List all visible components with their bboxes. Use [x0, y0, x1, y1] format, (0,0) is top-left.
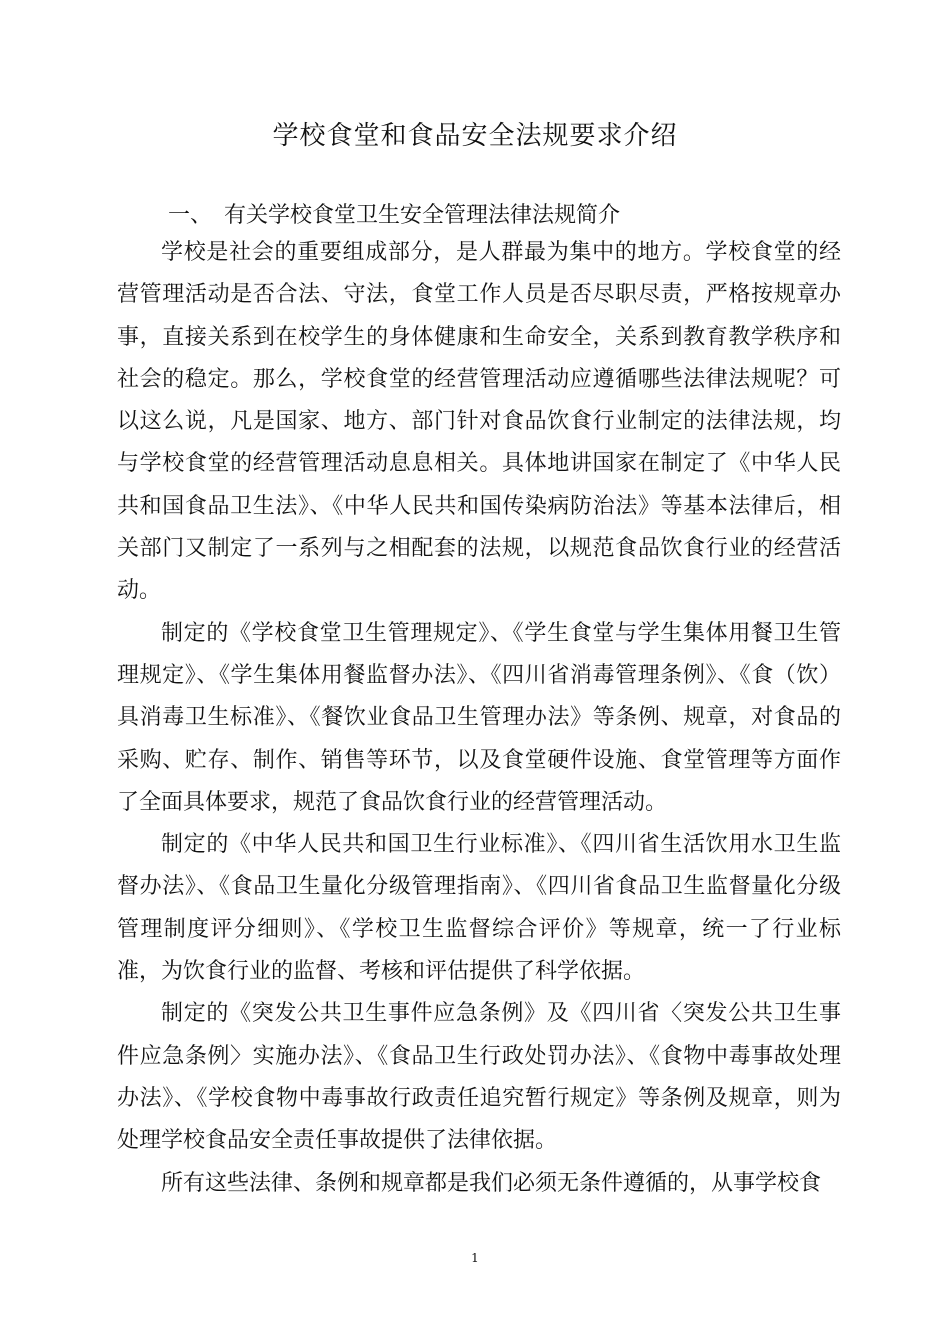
- paragraph: 制定的《中华人民共和国卫生行业标准》、《四川省生活饮用水卫生监督办法》、《食品卫生量化分级管理指南》、《四川省食品卫生监督量化分级管理制度评分细则》、《学校卫生监督综合评价》等规章，统一了行业标准，为饮食行业的监督、考核和评估提供了科学依据。: [117, 832, 841, 985]
- paragraph: 学校是社会的重要组成部分，是人群最为集中的地方。学校食堂的经营管理活动是否合法、守法，食堂工作人员是否尽职尽责，严格按规章办事，直接关系到在校学生的身体健康和生命安全，关系到教育教学秩序和社会的稳定。那么，学校食堂的经营管理活动应遵循哪些法律法规呢？可以这么说，凡是国家、地方、部门针对食品饮食行业制定的法律法规，均与学校食堂的经营管理活动息息相关。具体地讲国家在制定了《中华人民共和国食品卫生法》、《中华人民共和国传染病防治法》等基本法律后，相关部门又制定了一系列与之相配套的法规，以规范食品饮食行业的经营活动。: [117, 240, 841, 604]
- document-body: [117, 232, 841, 1205]
- paragraph: 制定的《学校食堂卫生管理规定》、《学生食堂与学生集体用餐卫生管理规定》、《学生集体用餐监督办法》、《四川省消毒管理条例》、《食（饮）具消毒卫生标准》、《餐饮业食品卫生管理办法》等条例、规章，对食品的采购、贮存、制作、销售等环节，以及食堂硬件设施、食堂管理等方面作了全面具体要求，规范了食品饮食行业的经营管理活动。: [117, 620, 841, 815]
- document-title: 学校食堂和食品安全法规要求介绍: [272, 121, 678, 151]
- section-heading: [168, 199, 620, 233]
- section-number: 一、: [168, 203, 213, 228]
- page-number: 1: [471, 1251, 479, 1265]
- paragraph: 所有这些法律、条例和规章都是我们必须无条件遵循的，从事学校食: [161, 1170, 822, 1196]
- paragraph: 制定的《突发公共卫生事件应急条例》及《四川省〈突发公共卫生事件应急条例〉实施办法》、《食品卫生行政处罚办法》、《食物中毒事故处理办法》、《学校食物中毒事故行政责任追究暂行规定》等条例及规章，则为处理学校食品安全责任事故提供了法律依据。: [117, 1001, 841, 1154]
- section-heading-text: 有关学校食堂卫生安全管理法律法规简介: [224, 203, 621, 228]
